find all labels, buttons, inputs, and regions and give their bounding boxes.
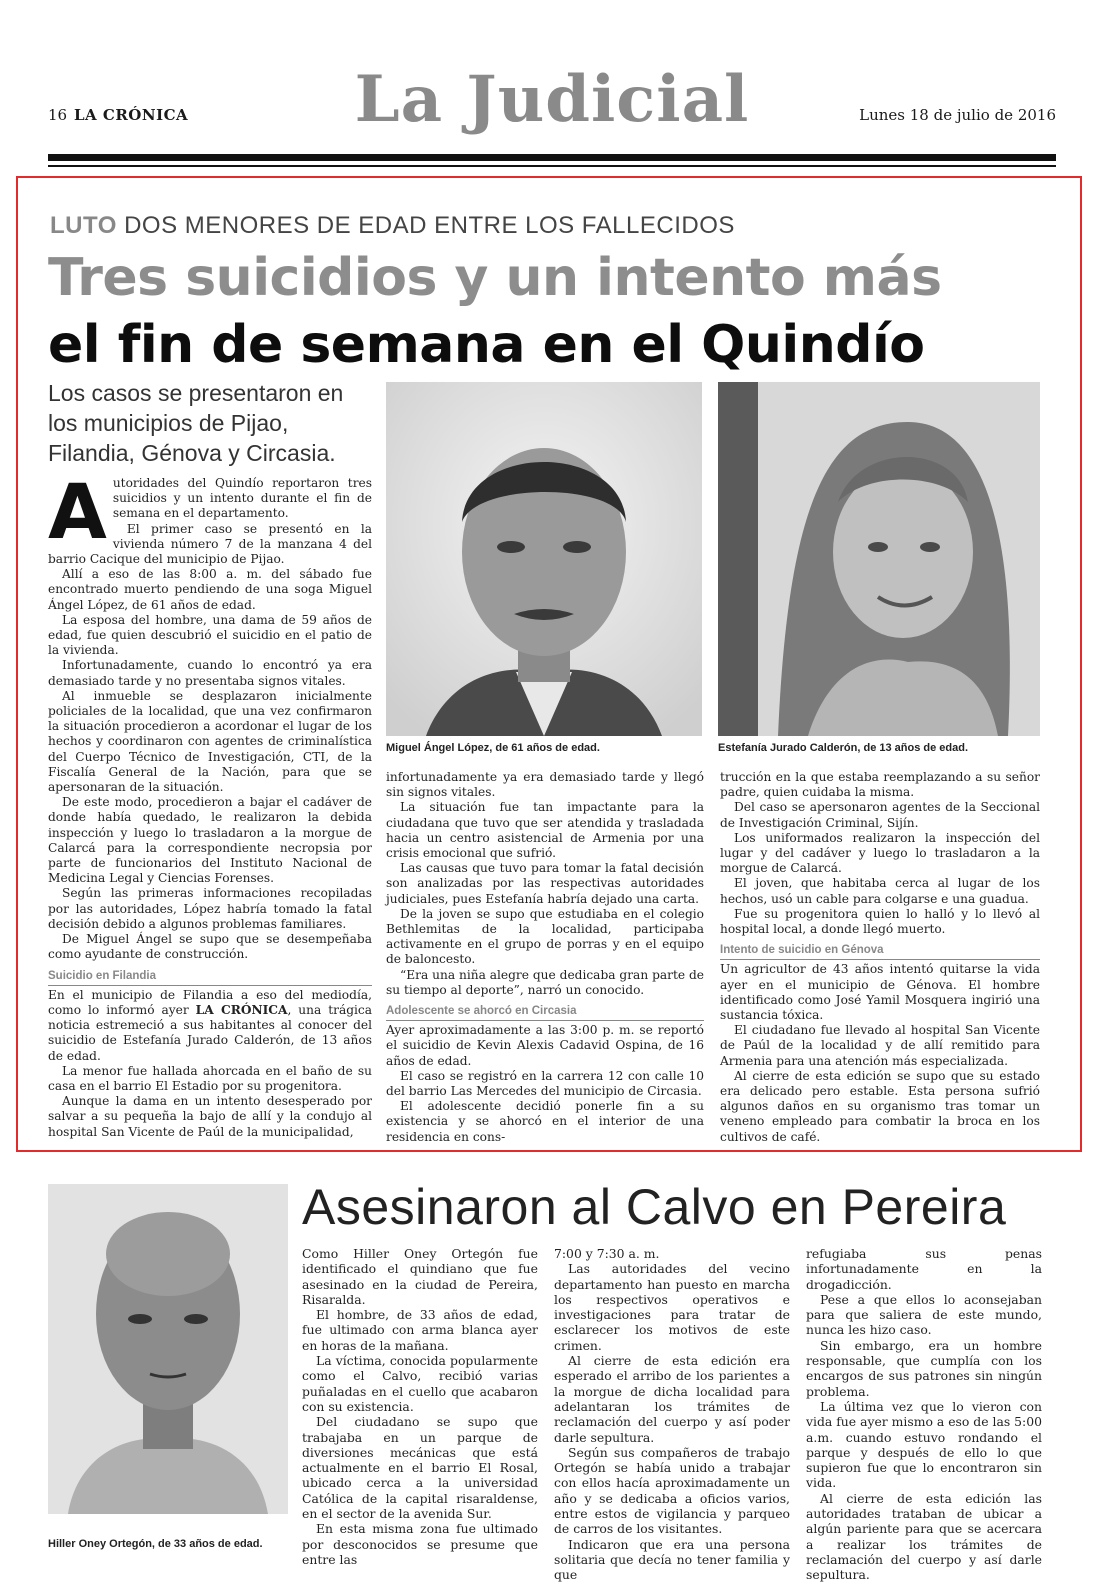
photo-miguel-angel-lopez bbox=[386, 382, 702, 736]
headline-line-1: Tres suicidios y un intento más bbox=[48, 248, 942, 308]
kicker-text: DOS MENORES DE EDAD ENTRE LOS FALLECIDOS bbox=[124, 212, 735, 239]
paragraph: El joven, que habitaba cerca al lugar de los hechos, usó un cable para colgarse e una guadua. bbox=[720, 876, 1040, 906]
paragraph: De Miguel Ángel se supo que se desempeñaba como ayudante de construcción. bbox=[48, 932, 372, 962]
paragraph: De la joven se supo que estudiaba en el colegio Bethlemitas de la localidad, participaba activamente en el grupo de porras y en el equipo de baloncesto. bbox=[386, 906, 704, 967]
paragraph: Al cierre de esta edición las autoridades trataban de ubicar a algún pariente para que se acercara a realizar los trámites de reclamación del cuerpo y así darle sepultura. bbox=[806, 1490, 1042, 1583]
portrait-girl-image bbox=[718, 382, 1040, 736]
paragraph-text: En el municipio de Filandia a eso del mediodía, como lo informó ayer bbox=[48, 987, 372, 1017]
headline-line-2: el fin de semana en el Quindío bbox=[48, 315, 925, 375]
brand-mention: LA CRÓNICA bbox=[195, 1002, 288, 1017]
paragraph: utoridades del Quindío reportaron tres suicidios y un intento durante el fin de semana en el departamento. bbox=[112, 476, 372, 521]
paragraph: El ciudadano fue llevado al hospital San Vicente de Paúl de la localidad y de allí remitido para Armenia para una atención más especializada. bbox=[720, 1023, 1040, 1068]
paragraph: En esta misma zona fue ultimado por desconocidos se presume que entre las bbox=[302, 1521, 538, 1567]
issue-date: Lunes 18 de julio de 2016 bbox=[859, 106, 1056, 124]
paragraph: Un agricultor de 43 años intentó quitarse la vida ayer en el municipio de Génova. El hombre identificado como José Yamil Mosquera ingirió una sustancia tóxica. bbox=[720, 962, 1040, 1023]
story2-column-1 bbox=[302, 1246, 538, 1567]
paragraph: El caso se registró en la carrera 12 con calle 10 del barrio Las Mercedes del municipio de Circasia. bbox=[386, 1068, 704, 1099]
paragraph: Como Hiller Oney Ortegón fue identificado el quindiano que fue asesinado en la ciudad de Pereira, Risaralda. bbox=[302, 1246, 538, 1307]
paragraph: Fue su progenitora quien lo halló y lo llevó al hospital local, a donde llegó muerto. bbox=[720, 906, 1040, 937]
photo-caption-2: Estefanía Jurado Calderón, de 13 años de edad. bbox=[718, 742, 969, 754]
story2-column-3 bbox=[806, 1246, 1042, 1583]
paragraph: refugiaba sus penas infortunadamente en la drogadicción. bbox=[806, 1246, 1042, 1292]
paragraph: Los uniformados realizaron la inspección del lugar y del cadáver y luego lo trasladaron a la morgue de Calarcá. bbox=[720, 830, 1040, 876]
paragraph: Al cierre de esta edición era esperado el arribo de los parientes a la morgue de dicha localidad para adelantaran los trámites de reclamación del cuerpo y así poder darle sepultura. bbox=[554, 1353, 790, 1445]
paragraph: Indicaron que era una persona solitaria que decía no tener familia y que bbox=[554, 1536, 790, 1583]
paragraph: Ayer aproximadamente a las 3:00 p. m. se reportó el suicidio de Kevin Alexis Cadavid Ospina, de 16 años de edad. bbox=[386, 1023, 704, 1068]
paragraph: Infortunadamente, cuando lo encontró ya era demasiado tarde y no presentaba signos vitales. bbox=[48, 658, 372, 688]
story-kicker bbox=[50, 212, 735, 240]
header-rule-thin bbox=[48, 165, 1056, 167]
portrait-man-image bbox=[386, 382, 702, 736]
paragraph bbox=[48, 988, 372, 1064]
paragraph: infortunadamente ya era demasiado tarde y llegó sin signos vitales. bbox=[386, 770, 704, 800]
paragraph: La víctima, conocida popularmente como el Calvo, recibió varias puñaladas en el cuello que acabaron con su existencia. bbox=[302, 1353, 538, 1414]
photo-estefania-jurado bbox=[718, 382, 1040, 736]
paragraph: Al cierre de esta edición se supo que su estado era delicado pero estable. Esta persona sufrió algunos daños en su organismo tras tomar un veneno empleado para combatir la broca en los cultivos de café. bbox=[720, 1068, 1040, 1144]
paragraph: El hombre, de 33 años de edad, fue ultimado con arma blanca ayer en horas de la mañana. bbox=[302, 1307, 538, 1353]
paragraph: La esposa del hombre, una dama de 59 años de edad, fue quien descubrió el suicidio en el patio de la vivienda. bbox=[48, 612, 372, 658]
kicker-bold: LUTO bbox=[50, 212, 117, 239]
paragraph-text: , una trágica noticia estremeció a sus habitantes al conocer del suicidio de Estefanía Jurado Calderón, de 13 años de edad. bbox=[48, 1002, 373, 1063]
paragraph: Al inmueble se desplazaron inicialmente policiales de la localidad, que una vez confirmaron la situación procedieron a acordonar el lugar de los hechos y coordinaron con agentes de criminalística del Cuerpo Técnico de Investigación, CTI, de la Fiscalía General de la Nación, para que se apersonaran de la situación. bbox=[48, 688, 372, 795]
paragraph: La situación fue tan impactante para la ciudadana que tuvo que ser atendida y trasladada hacia un centro asistencial de Armenia por una crisis emocional que sufrió. bbox=[386, 800, 704, 861]
paragraph: El primer caso se presentó en la vivienda número 7 de la manzana 4 del barrio Cacique del municipio de Pijao. bbox=[48, 521, 372, 567]
paragraph: Según las primeras informaciones recopiladas por las autoridades, López habría tomado la fatal decisión debido a algunos problemas familiares. bbox=[48, 886, 372, 931]
photo-hiller-oney-ortegon bbox=[48, 1184, 288, 1514]
photo-caption-3: Hiller Oney Ortegón, de 33 años de edad. bbox=[48, 1538, 263, 1550]
paragraph: Del ciudadano se supo que trabajaba en un parque de diversiones mecánicas que está actualmente en el barrio El Rosal, ubicado cerca a la universidad Católica de la capital risaraldense, en el sector de la avenida Sur. bbox=[302, 1414, 538, 1522]
paragraph: El adolescente decidió ponerle fin a su existencia y se ahorcó en el interior de una residencia en cons- bbox=[386, 1099, 704, 1144]
paragraph: Del caso se apersonaron agentes de la Seccional de Investigación Criminal, Sijín. bbox=[720, 800, 1040, 830]
paragraph: trucción en la que estaba reemplazando a su señor padre, quien cuidaba la misma. bbox=[720, 770, 1040, 800]
subhead-filandia: Suicidio en Filandia bbox=[48, 969, 372, 986]
story1-column-3 bbox=[720, 770, 1040, 1145]
story2-column-2 bbox=[554, 1246, 790, 1583]
paragraph: Las autoridades del vecino departamento han puesto en marcha los respectivos operativos e investigaciones para tratar de esclarecer los motivos de este crimen. bbox=[554, 1261, 790, 1353]
paragraph: De este modo, procedieron a bajar el cadáver de donde había quedado, le realizaron la debida inspección y luego lo trasladaron a la morgue de Calarcá para la correspondiente necropsia por parte de funcionarios del Instituto Nacional de Medicina Legal y Ciencias Forenses. bbox=[48, 795, 372, 886]
story2-headline: Asesinaron al Calvo en Pereira bbox=[302, 1179, 1007, 1235]
story1-column-1 bbox=[48, 467, 373, 1140]
drop-cap: A bbox=[48, 467, 107, 556]
paragraph: Pese a que ellos lo aconsejaban para que saliera de este mundo, nunca les hizo caso. bbox=[806, 1291, 1042, 1338]
subhead-genova: Intento de suicidio en Génova bbox=[720, 943, 1040, 960]
section-title: La Judicial bbox=[354, 62, 750, 137]
portrait-calvo-image bbox=[48, 1184, 288, 1514]
brand-name: LA CRÓNICA bbox=[74, 106, 189, 124]
paragraph: Según sus compañeros de trabajo Ortegón se había unido a trabajar con ellos hacía aproximadamente un año y se dedicaba a oficios varios, entre estos de vigilancia y parqueo de carros de los visitantes. bbox=[554, 1444, 790, 1537]
paragraph: “Era una niña alegre que dedicaba gran parte de su tiempo al deporte”, narró un conocido. bbox=[386, 967, 704, 997]
photo-caption-1: Miguel Ángel López, de 61 años de edad. bbox=[386, 742, 600, 754]
paragraph: La menor fue hallada ahorcada en el baño de su casa en el barrio El Estadio por su progenitora. bbox=[48, 1063, 372, 1093]
paragraph: Aunque la dama en un intento desesperado por salvar a su pequeña la bajo de allí y la condujo al hospital San Vicente de Paúl de la municipalidad, bbox=[48, 1094, 372, 1139]
story1-column-2 bbox=[386, 770, 704, 1145]
page-number: 16 bbox=[48, 106, 68, 124]
paragraph: Las causas que tuvo para tomar la fatal decisión son analizadas por las respectivas autoridades judiciales, pues Estefanía habría dejado una carta. bbox=[386, 861, 704, 906]
subhead-circasia: Adolescente se ahorcó en Circasia bbox=[386, 1004, 704, 1021]
story-dek: Los casos se presentaron en los municipios de Pijao, Filandia, Génova y Circasia. bbox=[48, 380, 344, 466]
paragraph: 7:00 y 7:30 a. m. bbox=[554, 1246, 660, 1261]
paragraph: Allí a eso de las 8:00 a. m. del sábado fue encontrado muerto pendiendo de una soga Miguel Ángel López, de 61 años de edad. bbox=[48, 567, 372, 612]
header-rule-thick bbox=[48, 154, 1056, 161]
paragraph: La última vez que lo vieron con vida fue ayer mismo a eso de las 5:00 a.m. cuando estuvo rondando el parque y después de ello lo que supieron fue que lo encontraron sin vida. bbox=[806, 1398, 1042, 1491]
paragraph: Sin embargo, era un hombre responsable, que cumplía con los encargos de sus patrones sin ningún problema. bbox=[806, 1337, 1042, 1399]
